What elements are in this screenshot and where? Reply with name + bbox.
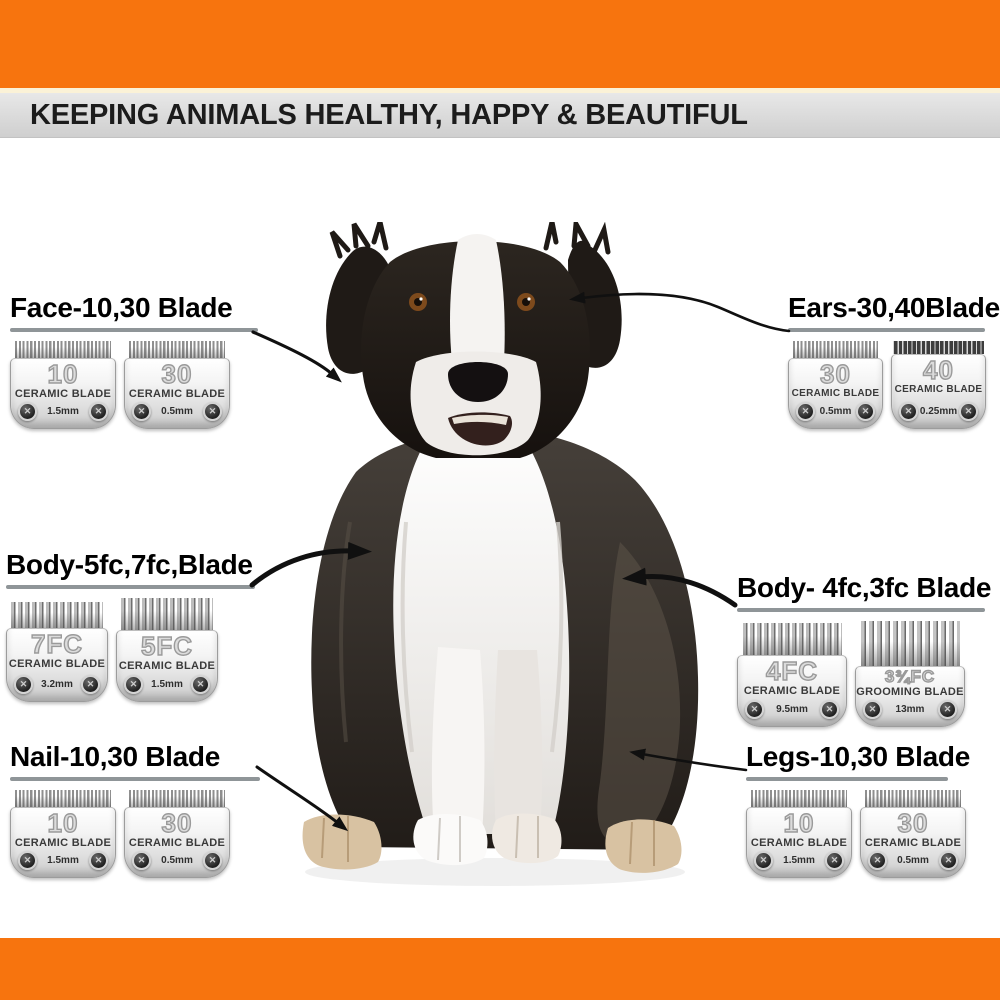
blade-number: 30 [161, 359, 193, 390]
group-underline [746, 777, 948, 781]
blade-body [788, 358, 883, 429]
clipper-blade [124, 341, 230, 429]
blade-label: CERAMIC BLADE [894, 384, 983, 396]
blade-teeth [11, 602, 103, 628]
group-underline [10, 777, 260, 781]
blade-body [124, 807, 230, 878]
screw-icon [745, 700, 764, 719]
screw-icon [14, 675, 33, 694]
group-label: Ears-30,40Blade [788, 292, 1000, 323]
blade-body [124, 358, 230, 429]
blade-teeth [743, 623, 842, 655]
screw-icon [132, 402, 151, 421]
clipper-blade [891, 341, 986, 429]
blade-group-face [10, 292, 258, 429]
screw-icon [132, 851, 151, 870]
blade-number: 10 [783, 808, 815, 839]
blade-row [737, 621, 991, 727]
blade-group-nail [10, 741, 260, 878]
screw-icon [124, 675, 143, 694]
blade-label: CERAMIC BLADE [8, 658, 106, 671]
blade-row [10, 790, 260, 878]
clipper-blade [10, 341, 116, 429]
blade-number: 30 [161, 808, 193, 839]
blade-group-ears [788, 292, 1000, 429]
blade-body [6, 628, 108, 702]
blade-group-legs [746, 741, 970, 878]
blade-size: 3.2mm [41, 679, 73, 691]
blade-number: 4FC [765, 656, 819, 687]
blade-body [10, 807, 116, 878]
screw-icon [89, 851, 108, 870]
blade-number: 30 [897, 808, 929, 839]
group-underline [737, 608, 985, 612]
blade-label: CERAMIC BLADE [14, 837, 112, 850]
group-label: Face-10,30 Blade [10, 292, 233, 323]
blade-size: 9.5mm [776, 704, 808, 716]
screw-icon [899, 402, 918, 421]
screw-icon [820, 700, 839, 719]
blade-body [116, 630, 218, 702]
banner [0, 93, 1000, 138]
blade-body [891, 354, 986, 429]
group-underline [788, 328, 985, 332]
blade-row [788, 341, 1000, 429]
clipper-blade [746, 790, 852, 878]
blade-label: CERAMIC BLADE [791, 388, 880, 400]
blade-number: 7FC [30, 629, 84, 660]
blade-teeth [15, 790, 110, 807]
clipper-blade [737, 623, 847, 727]
blade-body [737, 655, 847, 727]
top-orange-band [0, 0, 1000, 88]
clipper-blade [10, 790, 116, 878]
dog-photo [290, 222, 720, 912]
screw-icon [203, 402, 222, 421]
blade-label: CERAMIC BLADE [118, 660, 216, 673]
blade-body [855, 666, 965, 727]
screw-icon [191, 675, 210, 694]
blade-size: 0.5mm [161, 406, 193, 418]
blade-group-body-right [737, 572, 991, 727]
blade-size: 0.25mm [919, 406, 958, 418]
dog-blaze [450, 234, 505, 362]
blade-size: 0.5mm [897, 855, 929, 867]
clipper-blade [6, 602, 108, 702]
blade-label: CERAMIC BLADE [14, 388, 112, 401]
screw-icon [796, 402, 815, 421]
screw-icon [203, 851, 222, 870]
screw-icon [939, 851, 958, 870]
screw-icon [863, 700, 882, 719]
blade-teeth [129, 790, 224, 807]
blade-label: CERAMIC BLADE [743, 685, 841, 698]
screw-icon [81, 675, 100, 694]
clipper-blade [855, 621, 965, 727]
group-label: Nail-10,30 Blade [10, 741, 220, 772]
blade-teeth [121, 598, 213, 630]
dog-head [326, 222, 622, 458]
screw-icon [856, 402, 875, 421]
blade-number: 30 [820, 359, 851, 390]
blade-row [746, 790, 970, 878]
blade-label: CERAMIC BLADE [128, 837, 226, 850]
screw-icon [18, 851, 37, 870]
blade-teeth [793, 341, 879, 358]
blade-teeth [129, 341, 224, 358]
blade-body [10, 358, 116, 429]
blade-number: 5FC [140, 631, 194, 662]
screw-icon [18, 402, 37, 421]
group-label: Body- 4fc,3fc Blade [737, 572, 992, 603]
group-underline [10, 328, 258, 332]
clipper-blade [860, 790, 966, 878]
blade-size: 1.5mm [47, 406, 79, 418]
blade-size: 13mm [895, 704, 925, 716]
blade-label: CERAMIC BLADE [128, 388, 226, 401]
group-label: Body-5fc,7fc,Blade [6, 549, 253, 580]
blade-row [10, 341, 258, 429]
blade-number: 10 [47, 359, 79, 390]
blade-size: 1.5mm [151, 679, 183, 691]
screw-icon [959, 402, 978, 421]
screw-icon [89, 402, 108, 421]
blade-label: GROOMING BLADE [856, 686, 964, 699]
screw-icon [825, 851, 844, 870]
blade-label: CERAMIC BLADE [750, 837, 848, 850]
blade-number: 40 [923, 355, 954, 386]
clipper-blade [788, 341, 883, 429]
blade-size: 1.5mm [783, 855, 815, 867]
blade-number: 10 [47, 808, 79, 839]
blade-size: 0.5mm [819, 406, 852, 418]
blade-teeth [15, 341, 110, 358]
screw-icon [754, 851, 773, 870]
blade-teeth [893, 341, 984, 354]
group-label: Legs-10,30 Blade [746, 741, 970, 772]
group-underline [6, 585, 255, 589]
blade-group-body-left [6, 549, 255, 702]
blade-row [6, 598, 255, 702]
bottom-orange-band [0, 938, 1000, 1000]
banner-text: KEEPING ANIMALS HEALTHY, HAPPY & BEAUTIFUL [30, 99, 748, 131]
clipper-blade [116, 598, 218, 702]
blade-teeth [861, 621, 960, 666]
screw-icon [868, 851, 887, 870]
screw-icon [938, 700, 957, 719]
blade-body [746, 807, 852, 878]
blade-size: 0.5mm [161, 855, 193, 867]
blade-body [860, 807, 966, 878]
blade-size: 1.5mm [47, 855, 79, 867]
blade-teeth [865, 790, 960, 807]
clipper-blade [124, 790, 230, 878]
blade-label: CERAMIC BLADE [864, 837, 962, 850]
blade-teeth [751, 790, 846, 807]
blade-number: 3¾FC [884, 667, 936, 687]
